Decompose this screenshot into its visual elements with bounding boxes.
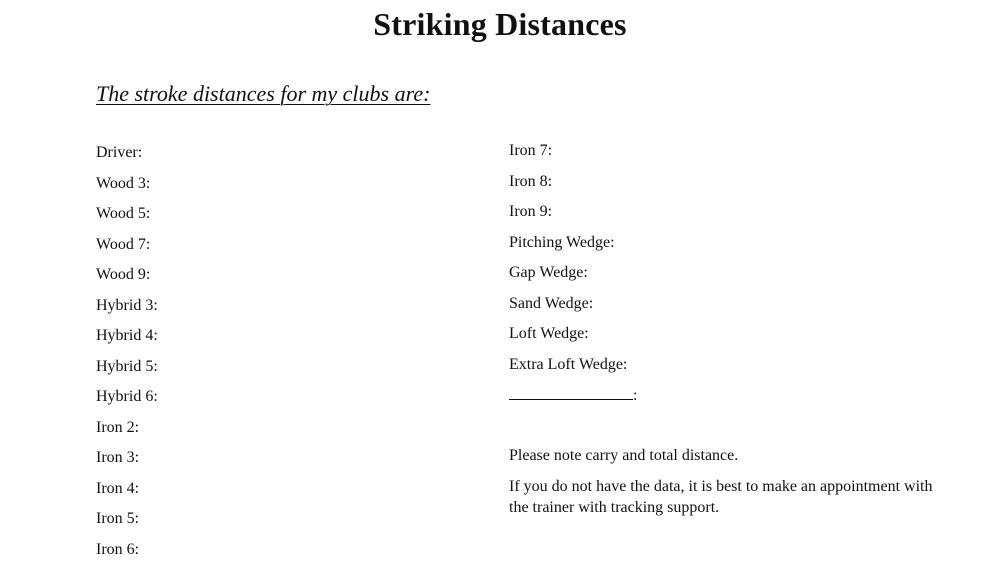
club-label-iron-3: Iron 3: — [96, 448, 158, 479]
club-label-driver: Driver: — [96, 143, 158, 174]
custom-club-entry — [509, 385, 637, 416]
club-list-left — [96, 143, 158, 570]
club-label-wood-7: Wood 7: — [96, 235, 158, 266]
club-label-hybrid-6: Hybrid 6: — [96, 387, 158, 418]
club-list-right — [509, 141, 637, 416]
appointment-note: If you do not have the data, it is best to make an appointment with the trainer with tracking support. — [509, 476, 949, 518]
club-label-iron-7: Iron 7: — [509, 141, 637, 172]
club-label-hybrid-3: Hybrid 3: — [96, 296, 158, 327]
club-label-loft-wedge: Loft Wedge: — [509, 324, 637, 355]
club-label-pitching-wedge: Pitching Wedge: — [509, 233, 637, 264]
section-subtitle: The stroke distances for my clubs are: — [96, 80, 430, 108]
club-label-hybrid-4: Hybrid 4: — [96, 326, 158, 357]
club-label-wood-9: Wood 9: — [96, 265, 158, 296]
carry-distance-note: Please note carry and total distance. — [509, 445, 949, 466]
club-label-iron-8: Iron 8: — [509, 172, 637, 203]
page-title: Striking Distances — [0, 5, 1000, 43]
club-label-iron-6: Iron 6: — [96, 540, 158, 570]
club-label-sand-wedge: Sand Wedge: — [509, 294, 637, 325]
club-label-wood-3: Wood 3: — [96, 174, 158, 205]
club-label-gap-wedge: Gap Wedge: — [509, 263, 637, 294]
club-label-extra-loft-wedge: Extra Loft Wedge: — [509, 355, 637, 386]
club-label-wood-5: Wood 5: — [96, 204, 158, 235]
custom-club-suffix: : — [633, 387, 637, 404]
blank-fill-line — [509, 385, 633, 400]
club-label-iron-4: Iron 4: — [96, 479, 158, 510]
club-label-iron-9: Iron 9: — [509, 202, 637, 233]
club-label-iron-2: Iron 2: — [96, 418, 158, 449]
club-label-hybrid-5: Hybrid 5: — [96, 357, 158, 388]
club-label-iron-5: Iron 5: — [96, 509, 158, 540]
